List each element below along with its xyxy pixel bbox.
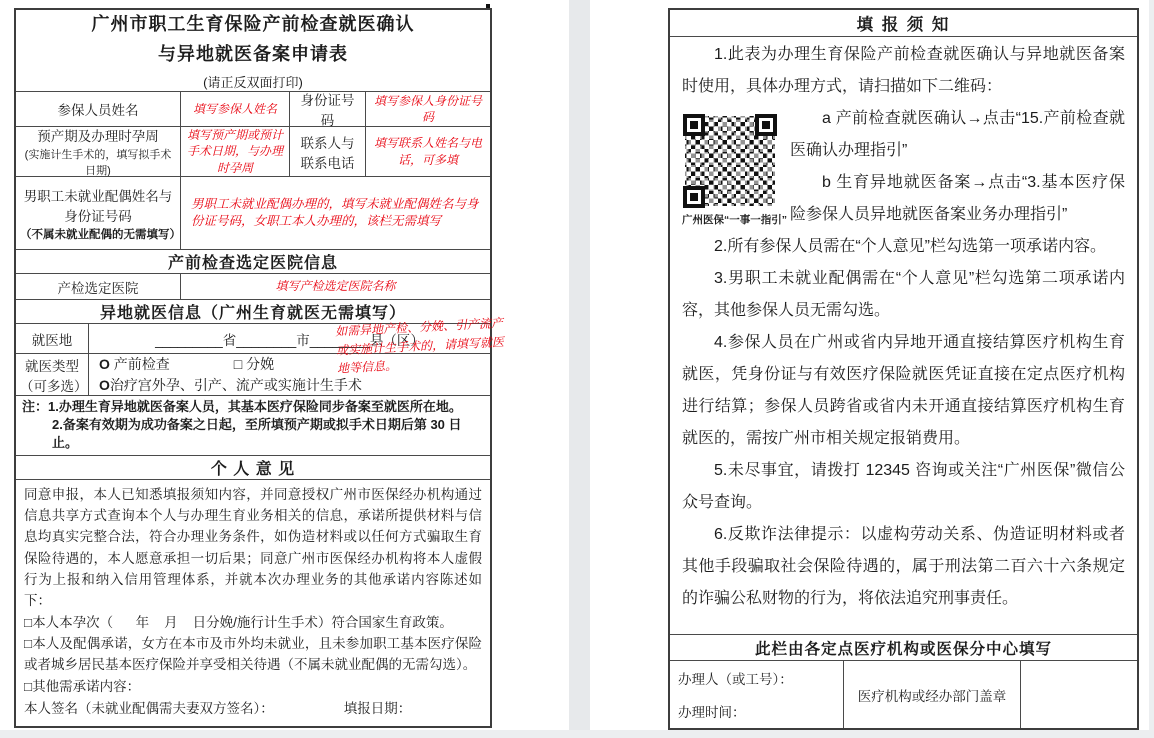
stamp-label: 医疗机构或经办部门盖章 (857, 688, 1007, 704)
due-date-sublabel: (实施计生手术的，填写拟手术日期) (24, 149, 172, 177)
option-delivery-label: 分娩 (246, 356, 275, 373)
treatment-type-options-line1 (99, 354, 274, 374)
remote-section-header: 异地就医信息（广州生育就医无需填写） (16, 299, 490, 323)
insured-name-hint: 填写参保人姓名 (192, 101, 277, 116)
instruction-6: 6.反欺诈法律提示：以虚构劳动关系、伪造证明材料或者其他手段骗取社会保险待遇的，属于刑法第二百六十六条规定的诈骗公私财物的行为，将依法追究刑事责任。 (682, 526, 1125, 607)
treatment-place-label: 就医地 (31, 332, 73, 348)
qr-finder-icon (683, 114, 705, 136)
qr-code-icon (682, 113, 778, 209)
option-delivery (234, 354, 274, 374)
stamp-cell (843, 661, 1020, 728)
fill-date-label: 填报日期： (343, 700, 412, 716)
form-title-block (16, 10, 490, 91)
contact-label: 联系人与联系电话 (300, 135, 355, 171)
option-other-procedures (99, 375, 362, 395)
handler-label: 办理人（或工号）： (678, 672, 793, 687)
official-use-row (670, 660, 1137, 728)
row-spouse (16, 176, 490, 249)
instruction-1: 1.此表为办理生育保险产前检查就医确认与异地就医备案时使用，具体办理方式，请扫描如下二维码： (682, 46, 1125, 95)
form-note-2: 2.备案有效期为成功备案之日起，至所填预产期或拟手术日期后第 30 日止。 (52, 417, 462, 451)
treatment-type-options-line2 (99, 375, 362, 395)
qr-item-a: a 产前检查就医确认→点击“15.产前检查就医确认办理指引” (790, 110, 1125, 159)
opinion-declaration: 同意申报，本人已知悉填报须知内容，并同意授权广州市医保经办机构通过信息共享方式查询本个人与办理生育业务相关的信息，承诺所提供材料与信息均真实完整合法，符合办理业务条件，如伪造材料或以任何方式骗取生育保险待遇的，本人愿意承担一切后果；同意广州市医保经办机构将本人虚假行为上报和纳入信用管理体系，并就本次办理业务的其他承诺内容陈述如下： (24, 486, 482, 609)
row-due-date (16, 126, 490, 176)
page-gutter (569, 0, 590, 731)
instruction-2: 2.所有参保人员需在“个人意见”栏勾选第一项承诺内容。 (714, 238, 1107, 255)
circle-marker-icon: O (99, 356, 110, 373)
instructions-header: 填 报 须 知 (856, 16, 951, 34)
handle-time-label: 办理时间： (678, 705, 746, 720)
id-number-hint: 填写参保人身份证号码 (373, 93, 482, 124)
qr-caption: 广州医保“一事一指引” (682, 214, 787, 226)
form-notes (16, 395, 490, 455)
qr-item-b: b 生育异地就医备案→点击“3.基本医疗保险参保人员异地就医备案业务办理指引” (790, 174, 1125, 223)
bottom-margin-strip (0, 730, 1154, 738)
spouse-hint: 男职工未就业配偶办理的，填写未就业配偶姓名与身份证号码，女职工本人办理的，该栏无需填写 (191, 197, 479, 228)
spouse-label: 男职工未就业配偶姓名与身份证号码 (23, 188, 173, 224)
row-insured-person (16, 91, 490, 126)
qr-code-block (682, 113, 787, 227)
circle-marker-icon: O (99, 376, 110, 393)
option-prenatal-check (99, 354, 170, 374)
empty-cell (1020, 661, 1137, 728)
hospital-section-header: 产前检查选定医院信息 (16, 249, 490, 273)
instructions-page (668, 8, 1139, 730)
treatment-type-sublabel: （可多选） (20, 378, 88, 394)
contact-hint: 填写联系人姓名与电话，可多填 (373, 136, 482, 167)
form-title-line2: 与异地就医备案申请表 (158, 44, 348, 64)
signature-label: 本人签名（未就业配偶需夫妻双方签名）： (24, 700, 274, 716)
qr-finder-icon (683, 186, 705, 208)
instruction-3: 3.男职工未就业配偶需在“个人意见”栏勾选第二项承诺内容，其他参保人员无需勾选。 (682, 270, 1125, 319)
opinion-check-2: □本人及配偶承诺，女方在本市及市外均未就业，且未参加职工基本医疗保险或者城乡居民基本医疗保险并享受相关待遇（不属未就业配偶的无需勾选）。 (24, 635, 482, 673)
official-use-header: 此栏由各定点医疗机构或医保分中心填写 (670, 634, 1137, 660)
form-note-1: 注：1.办理生育异地就医备案人员，其基本医疗保险同步备案至就医所在地。 (22, 399, 462, 414)
instruction-5: 5.未尽事宜，请拨打 12345 咨询或关注“广州医保”微信公众号查询。 (682, 462, 1125, 511)
handler-cell (670, 661, 843, 728)
due-date-hint: 填写预产期或预计手术日期，与办理时孕周 (186, 128, 283, 175)
form-title-line1: 广州市职工生育保险产前检查就医确认 (91, 14, 415, 34)
insured-name-label: 参保人员姓名 (57, 103, 139, 118)
signature-row (24, 697, 482, 721)
instruction-4: 4.参保人员在广州或省内异地开通直接结算医疗机构生育就医，凭身份证与有效医疗保险就医凭证直接在定点医疗机构进行结算；参保人员跨省或省内未开通直接结算医疗机构生育就医的，需按广州市相关规定报销费用。 (682, 334, 1125, 447)
treatment-place-blanks: _________省________市________县（区） (155, 332, 424, 348)
checkbox-icon: □ (233, 356, 243, 373)
opinion-check-3: □其他需承诺内容： (24, 678, 141, 694)
selected-hospital-label: 产检选定医院 (57, 280, 139, 296)
id-number-label: 身份证号码 (300, 93, 355, 128)
treatment-type-label: 就医类型 (25, 358, 79, 374)
option-prenatal-check-label: 产前检查 (113, 356, 170, 373)
form-print-note: (请正反双面打印) (203, 75, 303, 90)
selected-hospital-hint: 填写产检选定医院名称 (275, 279, 396, 294)
opinion-check-1: □本人本孕次（ 年 月 日分娩/施行计生手术）符合国家生育政策。 (24, 614, 453, 630)
row-selected-hospital (16, 273, 490, 299)
due-date-label: 预产期及办理时孕周 (37, 129, 159, 144)
personal-opinion-cell (16, 479, 490, 727)
option-other-procedures-label: 治疗宫外孕、引产、流产或实施计生手术 (109, 376, 362, 393)
right-margin-strip (1149, 0, 1154, 731)
treatment-place-hint: 如需异地产检、分娩、引产流产或实施计生手术的，请填写就医地等信息。 (334, 315, 505, 376)
instructions-body (670, 36, 1137, 634)
personal-opinion-header: 个 人 意 见 (16, 455, 490, 479)
qr-finder-icon (755, 114, 777, 136)
spouse-sublabel: （不属未就业配偶的无需填写） (20, 228, 181, 241)
